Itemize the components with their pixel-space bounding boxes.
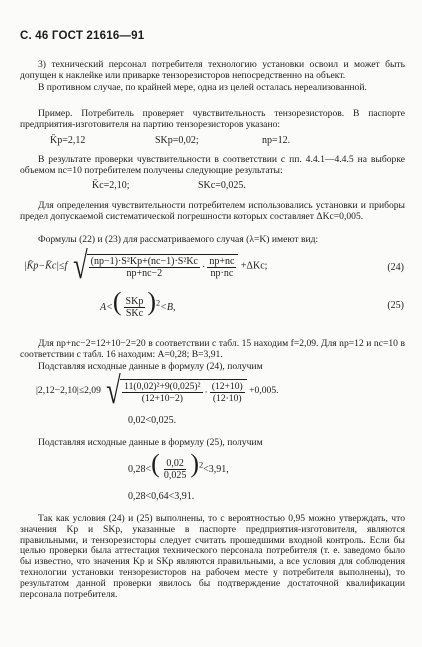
paragraph-conclusion: Так как условия (24) и (25) выполнены, то с вероятностью 0,95 можно утверждать, что значения Kp и SKp, указанные в паспорте предприятия-изготовителя, являются правильными, и тензорезисторы следует считать прошедшими входной контроль. Если бы целью проверки была аттестация технического персонала потребителя (т. е. заведомо было бы известно, что значения Kp и SKp являются правильными, а все условия для соблюдения технологии установки тензорезисторов на рабочем месте у потребителя выполнены), то результатом данной проверки явилось бы подтверждение достаточной квалификации персонала потребителя. — [20, 513, 405, 600]
value-skc: SKc=0,025. — [198, 180, 246, 191]
value-kc: K̄c=2,10; — [92, 180, 130, 191]
substituted-25-result: 0,28<0,64<3,91. — [128, 491, 195, 502]
paragraph-substitute-24: Подставляя исходные данные в формулу (24), получим — [38, 361, 263, 372]
paragraph-substitute-25: Подставляя исходные данные в формулу (25), получим — [38, 437, 263, 448]
formula-24: |K̄p−K̄c|≤f √ $\frac{\text{(np−1)·S²Kp+(nc−1)·S²Kc}}{np+nc-2}$ · $\frac{np+nc}{np\cdot nc}$ +ΔKc; — [24, 245, 268, 287]
paragraph-1: 3) технический персонал потребителя технологию установки освоил и может быть допущен к наклейке или приварке тензорезисторов непосредственно на объект. — [20, 59, 405, 81]
paragraph-instruments: Для определения чувствительности потребителем использовались установки и приборы предел допускаемой систематической погрешности которых составляет ΔKc=0,005. — [20, 200, 405, 222]
paragraph-2: В противном случае, по крайней мере, одна из целей осталась нереализованной. — [38, 82, 367, 93]
value-np: np=12. — [262, 135, 291, 146]
substituted-24-result: 0,02<0,025. — [128, 415, 177, 426]
paragraph-tables: Для np+nc−2=12+10−2=20 в соответствии с табл. 15 находим f=2,09. Для np=12 и nc=10 в соответствии с табл. 16 находим: A=0,28; B=3,91. — [20, 338, 405, 360]
value-kp: K̄p=2,12 — [50, 135, 86, 146]
substituted-formula-24: |2,12−2,10|≤2,09 √ $\frac{\text{11(0,02)²+9(0,025)²}}{(12+10-2)}$ · $\frac{(12+10)}{(12\cdot 10)}$ +0,005. — [36, 370, 279, 412]
paragraph-results: В результате проверки чувствительности в соответствии с пп. 4.4.1—4.4.5 на выборке объемом nc=10 потребителем получены следующие результаты: — [20, 154, 405, 176]
paragraph-example: Пример. Потребитель проверяет чувствительность тензорезисторов. В паспорте предприятия-изготовителя на партию тензорезисторов указано: — [20, 108, 405, 130]
equation-number-24: (24) — [387, 262, 404, 273]
substituted-formula-25: 0,28<( $\frac{0,02}{0,025}$ )$^2$<3,91, — [128, 449, 229, 482]
value-skp: SKp=0,02; — [155, 135, 199, 146]
page-header: С. 46 ГОСТ 21616—91 — [20, 30, 145, 42]
formula-25: A<( $\frac{\text{SKp}}{\text{SKc}}$ )$^2$<B, — [100, 287, 176, 320]
paragraph-formulas: Формулы (22) и (23) для рассматриваемого случая (λ=K) имеют вид: — [38, 234, 319, 245]
equation-number-25: (25) — [387, 300, 404, 311]
substituted-24-left: |2,12−2,10|≤2,09 — [36, 385, 101, 397]
